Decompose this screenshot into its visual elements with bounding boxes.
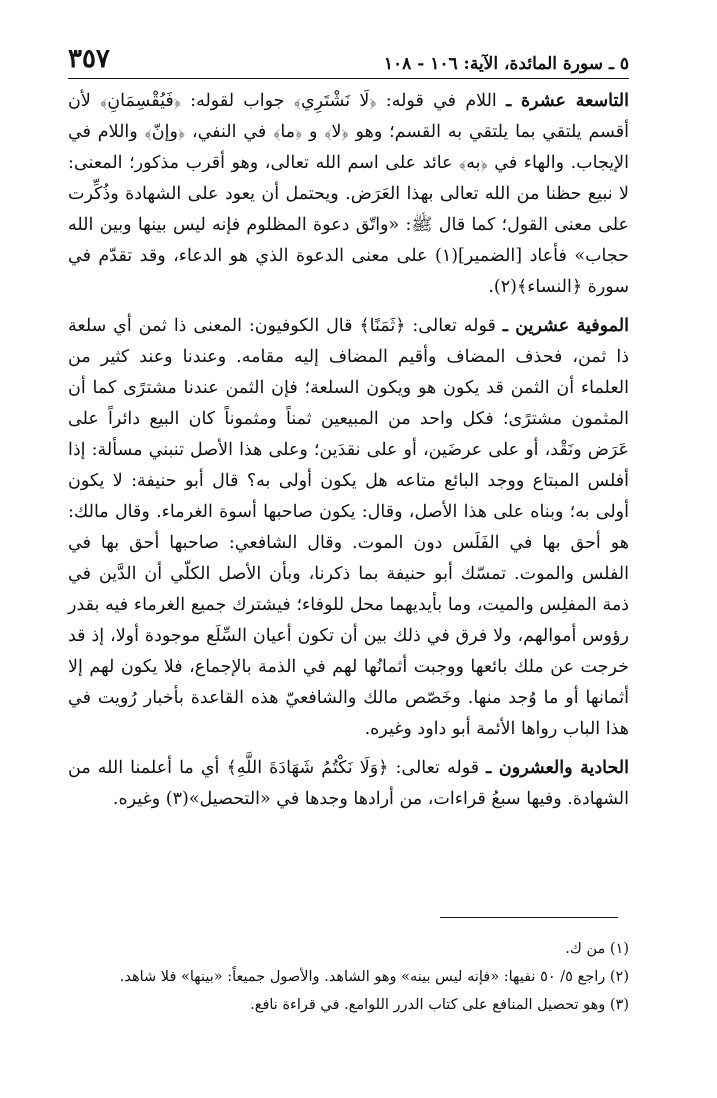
- paragraph-19: [68, 86, 629, 303]
- page-header: [68, 40, 629, 74]
- paragraph-gap: [68, 745, 629, 753]
- section-heading: الموفية عشرين ـ: [502, 316, 629, 336]
- running-title: ٥ ـ سورة المائدة، الآية: ١٠٦ - ١٠٨: [383, 54, 629, 74]
- paragraph-20: [68, 311, 629, 745]
- paragraph-text: قوله تعالى: ﴿وَلَا نَكْتُمُ شَهَادَةَ اللَّهِ﴾ أي ما أعلمنا الله من الشهادة. وفيها سبعُ قراءات، من أرادها وجدها في «التحصيل»(٣) وغيره.: [68, 758, 629, 809]
- paragraph-21: [68, 753, 629, 815]
- paragraph-text: قوله تعالى: ﴿ثَمَنًا﴾ قال الكوفيون: المعنى ذا ثمن أي سلعة ذا ثمن، فحذف المضاف وأقيم المضاف إليه مقامه. وعندنا وعند كثير من العلماء أن الثمن قد يكون هو ويكون السلعة؛ فإن الثمن عندنا مشترًى كما أن المثمون مشترًى؛ فكل واحد من المبيعين ثمناً ومثموناً كان البيع دائراً على عَرَض ونَقْد، أو على عرضَين، أو على نقدَين؛ وعلى هذا الأصل تنبني مسألة: إذا أفلس المبتاع ووجد البائع متاعه هل يكون أولى به؟ قال أبو حنيفة: لا يكون أولى به؛ وبناه على هذا الأصل، وقال: يكون صاحبها أسوة الغرماء. وقال مالك: هو أحق بها في الفَلَس دون الموت. وقال الشافعي: صاحبها أحق بها في الفلس والموت. تمسّك أبو حنيفة بما ذكرنا، وبأن الأصل الكلّي أن الدَّين في ذمة المفلِس والميت، وما بأيديهما محل للوفاء؛ فيشترك جميع الغرماء فيه بقدر رؤوس أموالهم، ولا فرق في ذلك بين أن تكون أعيان السِّلَع موجودة أولا، إذ قد خرجت عن ملك بائعها ووجبت أثمانُها لهم في الذمة بالإجماع، فلا يكون لهم إلا أثمانها أو ما وُجد منها. وخَصّص مالك والشافعيّ هذه القاعدة بأخبار رُويت في هذا الباب رواها الأئمة أبو داود وغيره.: [68, 316, 629, 739]
- main-text: [68, 86, 629, 815]
- section-heading: التاسعة عشرة ـ: [506, 91, 629, 111]
- footnote-rule: [440, 917, 618, 918]
- footnote: (١) من ك.: [565, 941, 629, 957]
- footnotes: [68, 935, 629, 1019]
- footnote: (٣) وهو تحصيل المنافع على كتاب الدرر اللوامع. في قراءة نافع.: [250, 997, 629, 1013]
- paragraph-gap: [68, 303, 629, 311]
- section-heading: الحادية والعشرون ـ: [486, 758, 629, 778]
- page-number: ٣٥٧: [68, 44, 110, 74]
- header-rule: [68, 78, 629, 79]
- footnote: (٢) راجع ٥/ ٥٠ نفيها: «فإنه ليس بينه» وهو الشاهد. والأصول جميعاً: «بينها» فلا شاهد.: [119, 969, 629, 985]
- paragraph-text: اللام في قوله: ﴿لَا نَشْتَرِي﴾ جواب لقوله: ﴿فَيُقْسِمَانِ﴾ لأن أقسم يلتقي بما يلتقي به القسم؛ وهو ﴿لا﴾ و ﴿ما﴾ في النفي، ﴿وإنّ﴾ واللام في الإيجاب. والهاء في ﴿به﴾ عائد على اسم الله تعالى، وهو أقرب مذكور؛ المعنى: لا نبيع حظنا من الله تعالى بهذا العَرَض. ويحتمل أن يعود على الشهادة وذُكِّرت على معنى القول؛ كما قال ﷺ: «واتّق دعوة المظلوم فإنه ليس بينها وبين الله حجاب» فأعاد [الضمير](١) على معنى الدعوة الذي هو الدعاء، وقد تقدّم في سورة ﴿النساء﴾(٢).: [68, 91, 629, 297]
